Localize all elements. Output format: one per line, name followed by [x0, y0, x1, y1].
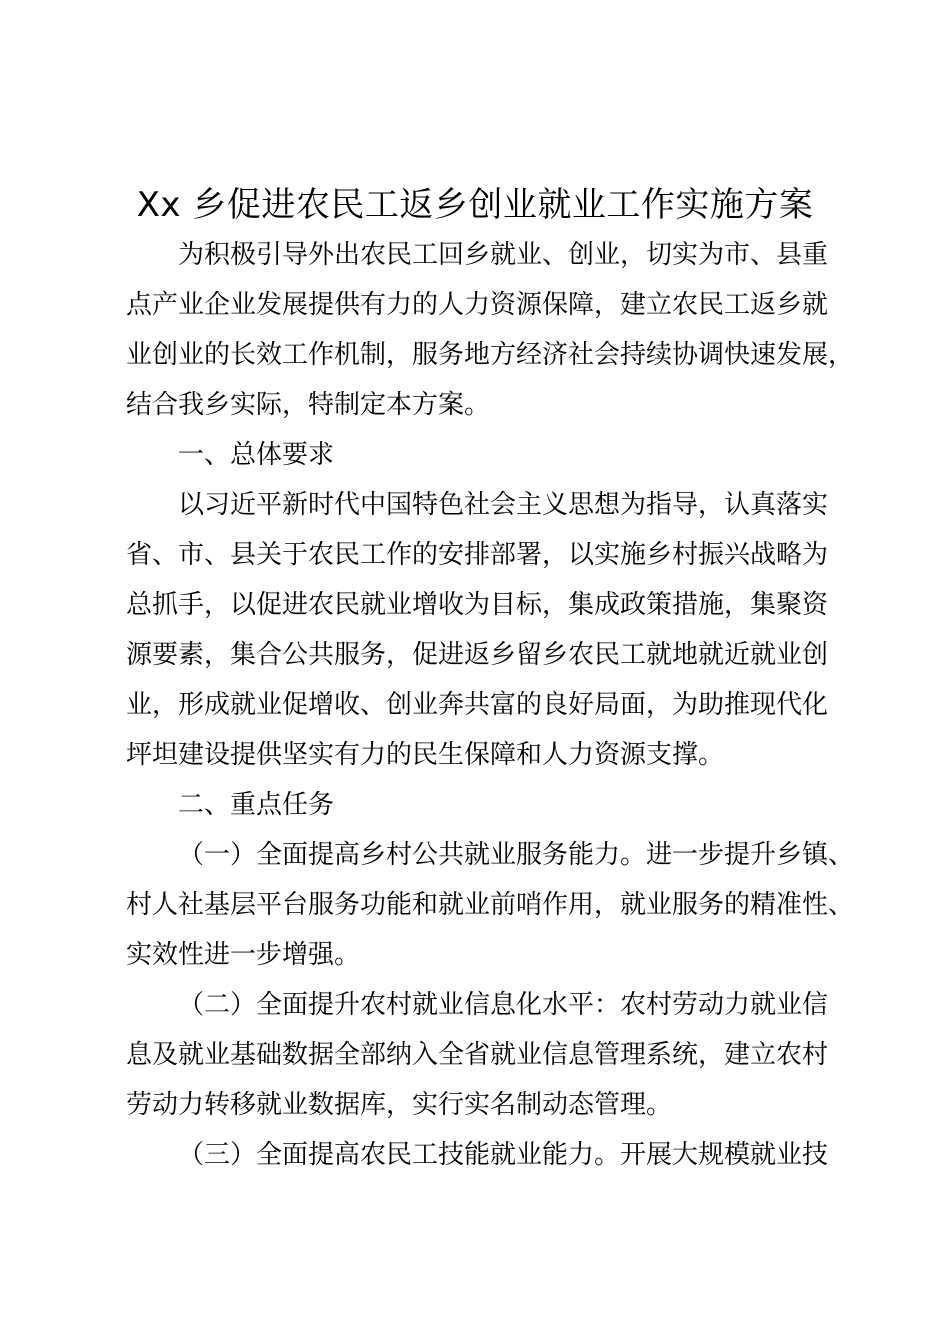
- paragraph-line: 为积极引导外出农民工回乡就业、创业，切实为市、县重: [178, 240, 829, 270]
- paragraph-line: 劳动力转移就业数据库，实行实名制动态管理。: [126, 1090, 673, 1120]
- paragraph-line: 坪坦建设提供坚实有力的民生保障和人力资源支撑。: [126, 740, 725, 770]
- general-requirements-paragraph: [126, 480, 846, 780]
- paragraph-line: 业，形成就业促增收、创业奔共富的良好局面，为助推现代化: [126, 690, 829, 720]
- task-one-paragraph: [126, 830, 855, 980]
- paragraph-line: 村人社基层平台服务功能和就业前哨作用，就业服务的精准性、: [126, 890, 855, 920]
- paragraph-line: 源要素，集合公共服务，促进返乡留乡农民工就地就近就业创: [126, 640, 829, 670]
- intro-paragraph: [126, 230, 855, 430]
- paragraph-line: 息及就业基础数据全部纳入全省就业信息管理系统，建立农村: [126, 1040, 829, 1070]
- paragraph-line: 以习近平新时代中国特色社会主义思想为指导，认真落实: [178, 490, 829, 520]
- task-two-paragraph: [126, 980, 846, 1130]
- task-three-paragraph: [126, 1130, 846, 1180]
- section-heading-key-tasks: [126, 780, 846, 830]
- paragraph-line: （一）全面提高乡村公共就业服务能力。进一步提升乡镇、: [178, 840, 855, 870]
- document-title: Xx 乡促进农民工返乡创业就业工作实施方案: [136, 185, 814, 225]
- paragraph-line: 实效性进一步增强。: [126, 940, 361, 970]
- paragraph-line: （二）全面提升农村就业信息化水平：农村劳动力就业信: [178, 990, 829, 1020]
- paragraph-line: 点产业企业发展提供有力的人力资源保障，建立农民工返乡就: [126, 290, 829, 320]
- paragraph-line: 业创业的长效工作机制，服务地方经济社会持续协调快速发展，: [126, 340, 855, 370]
- paragraph-line: 省、市、县关于农民工作的安排部署，以实施乡村振兴战略为: [126, 540, 829, 570]
- paragraph-line: 总抓手，以促进农民就业增收为目标，集成政策措施，集聚资: [126, 590, 829, 620]
- paragraph-line: 结合我乡实际，特制定本方案。: [126, 390, 491, 420]
- section-heading-general-requirements: [126, 430, 846, 480]
- section-heading: 二、重点任务: [178, 790, 335, 820]
- section-heading: 一、总体要求: [178, 440, 335, 470]
- paragraph-line: （三）全面提高农民工技能就业能力。开展大规模就业技: [178, 1140, 829, 1170]
